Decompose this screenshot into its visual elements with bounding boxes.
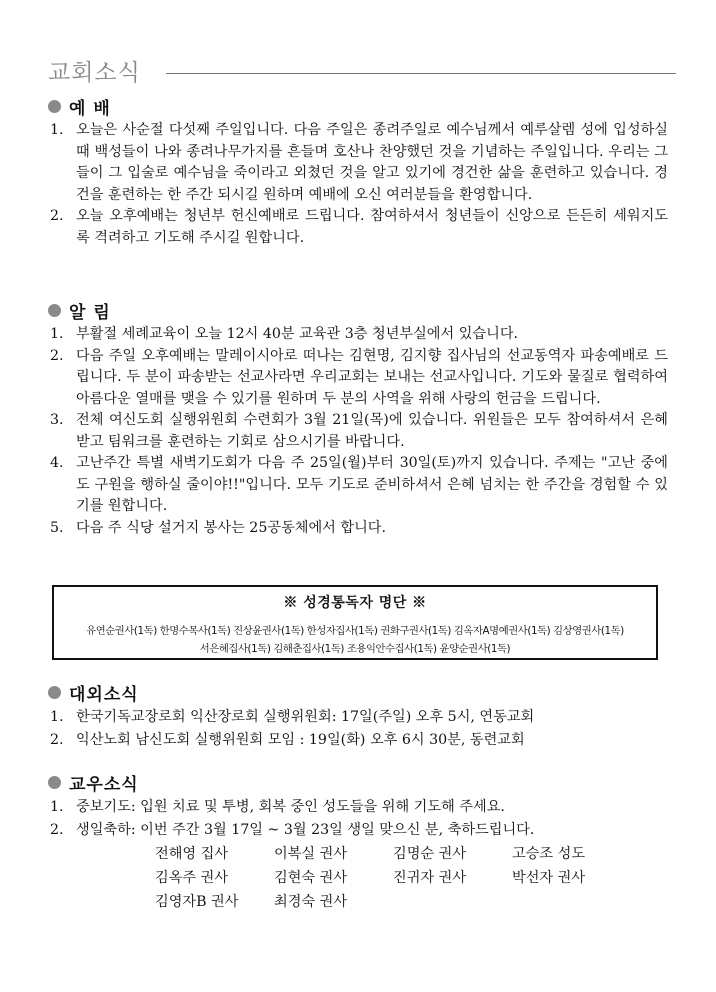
birthday-list — [155, 842, 655, 914]
list-item: 2. 익산노회 남신도회 실행위원회 모임 : 19일(화) 오후 6시 30분, 동련교회 — [50, 732, 525, 748]
birthday-name: 김현숙 권사 — [274, 870, 348, 886]
header-divider — [166, 73, 676, 74]
page-title: 교회소식 — [48, 60, 141, 86]
notices-section — [48, 298, 668, 539]
birthday-name: 진귀자 권사 — [393, 870, 467, 886]
box-title: ※ 성경통독자 명단 ※ — [283, 595, 427, 611]
list-item: 1. 부활절 세례교육이 오늘 12시 40분 교육관 3층 청년부실에서 있습니다. — [50, 326, 519, 342]
birthday-row — [155, 866, 655, 890]
list-item: 1. 한국기독교장로회 익산장로회 실행위원회: 17일(주일) 오후 5시, 연동교회 — [50, 709, 535, 725]
reader-list-line: 유연순권사(1독) 한명수목사(1독) 진상윤권사(1독) 한성자집사(1독) 권화구권사(1독) 김옥자A명예권사(1독) 김상영권사(1독) — [86, 625, 624, 637]
bible-reader-box — [52, 585, 658, 660]
birthday-name: 박선자 권사 — [512, 870, 586, 886]
section-title: 대외소식 — [69, 684, 139, 705]
birthday-name: 김영자B 권사 — [155, 894, 239, 910]
bullet-dot-icon — [48, 776, 61, 789]
bullet-dot-icon — [48, 100, 61, 113]
list-item: 3. 전체 여신도회 실행위원회 수련회가 3월 21일(목)에 있습니다. 위원들은 모두 참여하셔서 은혜받고 팀워크를 훈련하는 기회로 삼으시기를 바랍니다. — [50, 412, 668, 450]
members-section — [48, 770, 668, 842]
birthday-name: 이복실 권사 — [274, 846, 348, 862]
external-section — [48, 680, 668, 752]
list-item: 2. 다음 주일 오후예배는 말레이시아로 떠나는 김현명, 김지향 집사님의 선교동역자 파송예배로 드립니다. 두 분이 파송받는 선교사라면 우리교회는 보내는 선교사입니다. 기도와 물질로 협력하여 아름다운 열매를 맺을 수 있기를 원하며 두 분의 사역을 위해 사랑의 헌금을 드립니다. — [50, 347, 668, 407]
birthday-name: 고승조 성도 — [512, 846, 586, 862]
birthday-row — [155, 890, 655, 914]
reader-list-line: 서은혜집사(1독) 김해춘집사(1독) 조용익안수집사(1독) 윤양순권사(1독) — [199, 643, 511, 655]
list-item: 1. 중보기도: 입원 치료 및 투병, 회복 중인 성도들을 위해 기도해 주세요. — [50, 799, 505, 815]
list-item: 2. 오늘 오후예배는 청년부 헌신예배로 드립니다. 참여하셔서 청년들이 신앙으로 든든히 세워지도록 격려하고 기도해 주시길 원합니다. — [50, 208, 668, 246]
birthday-row — [155, 842, 655, 866]
list-item: 2. 생일축하: 이번 주간 3월 17일 ~ 3월 23일 생일 맞으신 분, 축하드립니다. — [50, 822, 535, 838]
section-title: 예 배 — [69, 98, 111, 119]
list-item: 1. 오늘은 사순절 다섯째 주일입니다. 다음 주일은 종려주일로 예수님께서 예루살렘 성에 입성하실 때 백성들이 나와 종려나무가지를 흔들며 호산나 찬양했던 것을 기념하는 주일입니다. 우리는 그들이 그 입술로 예수님을 죽이라고 외쳤던 것을 알고 있기에 경건한 삶을 훈련하고 있습니다. 경건을 훈련하는 한 주간 되시길 원하며 예배에 오신 여러분들을 환영합니다. — [50, 122, 668, 203]
list-item: 4. 고난주간 특별 새벽기도회가 다음 주 25일(월)부터 30일(토)까지 있습니다. 주제는 "고난 중에도 구원을 행하실 줄이야!!"입니다. 모두 기도로 준비하셔서 은혜 넘치는 한 주간을 경험할 수 있기를 원합니다. — [50, 455, 668, 514]
birthday-name: 김옥주 권사 — [155, 870, 229, 886]
bullet-dot-icon — [48, 304, 61, 317]
worship-section — [48, 94, 668, 249]
birthday-name: 최경숙 권사 — [274, 894, 348, 910]
list-item: 5. 다음 주 식당 설거지 봉사는 25공동체에서 합니다. — [50, 519, 387, 536]
page-header — [48, 54, 676, 90]
birthday-name: 김명순 권사 — [393, 846, 467, 862]
birthday-name: 전해영 집사 — [155, 846, 229, 862]
section-title: 교우소식 — [69, 774, 139, 795]
section-title: 알 림 — [69, 302, 111, 323]
bullet-dot-icon — [48, 686, 61, 699]
